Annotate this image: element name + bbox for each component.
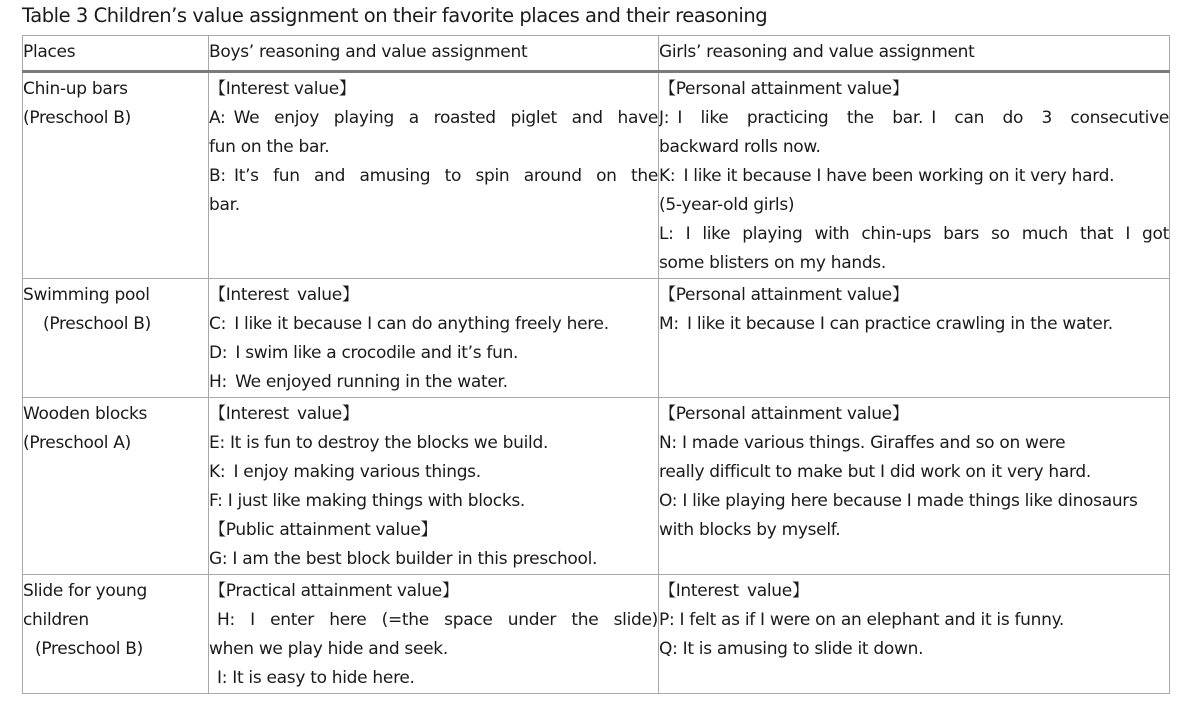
header-boys: Boys’ reasoning and value assignment	[209, 36, 659, 72]
reason-line: H: I enter here (=the space under the slide)	[217, 610, 658, 630]
value-category: 【Practical attainment value】	[209, 581, 459, 601]
reason-line: (5-year-old girls)	[659, 195, 795, 215]
reason-line: G: I am the best block builder in this preschool.	[209, 549, 598, 569]
reason-line: J: I like practicing the bar. I can do 3 consecutive	[659, 108, 1169, 128]
girls-cell	[659, 279, 1170, 398]
value-category: 【Interest value】	[209, 404, 359, 424]
reason-line: N: I made various things. Giraffes and so on were	[659, 433, 1066, 453]
reason-line: L: I like playing with chin-ups bars so much that I got	[659, 224, 1169, 244]
place-name: Swimming pool	[23, 285, 150, 305]
value-category: 【Interest value】	[659, 581, 809, 601]
place-preschool: (Preschool B)	[43, 314, 151, 334]
reason-line: really difficult to make but I did work on it very hard.	[659, 462, 1091, 482]
girls-cell	[659, 72, 1170, 279]
place-name: Wooden blocks	[23, 404, 148, 424]
value-category: 【Personal attainment value】	[659, 79, 909, 99]
girls-cell	[659, 575, 1170, 694]
value-category: 【Interest value】	[209, 285, 359, 305]
reason-line: A: We enjoy playing a roasted piglet and have	[209, 108, 658, 128]
place-preschool: (Preschool B)	[35, 639, 143, 659]
value-category: 【Public attainment value】	[209, 520, 438, 540]
value-category: 【Personal attainment value】	[659, 404, 909, 424]
table-header-row	[23, 36, 1170, 72]
reason-line: B: It’s fun and amusing to spin around on the	[209, 166, 658, 186]
place-name: Slide for young	[23, 581, 147, 601]
value-assignment-table	[22, 35, 1170, 694]
reason-line: K: I enjoy making various things.	[209, 462, 481, 482]
place-name: children	[23, 610, 89, 630]
table-row	[23, 72, 1170, 279]
reason-line: when we play hide and seek.	[209, 639, 448, 659]
reason-line: bar.	[209, 195, 240, 215]
table-row	[23, 398, 1170, 575]
header-girls: Girls’ reasoning and value assignment	[659, 36, 1170, 72]
place-cell	[23, 398, 209, 575]
place-cell	[23, 72, 209, 279]
value-category: 【Personal attainment value】	[659, 285, 909, 305]
reason-line: some blisters on my hands.	[659, 253, 886, 273]
reason-line: C: I like it because I can do anything freely here.	[209, 314, 609, 334]
boys-cell	[209, 575, 659, 694]
reason-line: D: I swim like a crocodile and it’s fun.	[209, 343, 519, 363]
place-name: Chin-up bars	[23, 79, 128, 99]
header-places: Places	[23, 36, 209, 72]
table-caption: Table 3 Children’s value assignment on their favorite places and their reasoning	[22, 4, 768, 27]
reason-line: P: I felt as if I were on an elephant and it is funny.	[659, 610, 1065, 630]
reason-line: with blocks by myself.	[659, 520, 841, 540]
boys-cell	[209, 279, 659, 398]
reason-line: fun on the bar.	[209, 137, 330, 157]
boys-cell	[209, 72, 659, 279]
reason-line: Q: It is amusing to slide it down.	[659, 639, 924, 659]
reason-line: backward rolls now.	[659, 137, 821, 157]
place-preschool: (Preschool B)	[23, 108, 131, 128]
reason-line: F: I just like making things with blocks.	[209, 491, 526, 511]
place-preschool: (Preschool A)	[23, 433, 131, 453]
place-cell	[23, 279, 209, 398]
reason-line: O: I like playing here because I made things like dinosaurs	[659, 491, 1138, 511]
value-category: 【Interest value】	[209, 79, 356, 99]
reason-line: H: We enjoyed running in the water.	[209, 372, 508, 392]
reason-line: I: It is easy to hide here.	[217, 668, 415, 688]
boys-cell	[209, 398, 659, 575]
place-cell	[23, 575, 209, 694]
reason-line: K: I like it because I have been working on it very hard.	[659, 166, 1115, 186]
table-row	[23, 279, 1170, 398]
reason-line: M: I like it because I can practice crawling in the water.	[659, 314, 1113, 334]
girls-cell	[659, 398, 1170, 575]
reason-line: E: It is fun to destroy the blocks we build.	[209, 433, 549, 453]
table-row	[23, 575, 1170, 694]
